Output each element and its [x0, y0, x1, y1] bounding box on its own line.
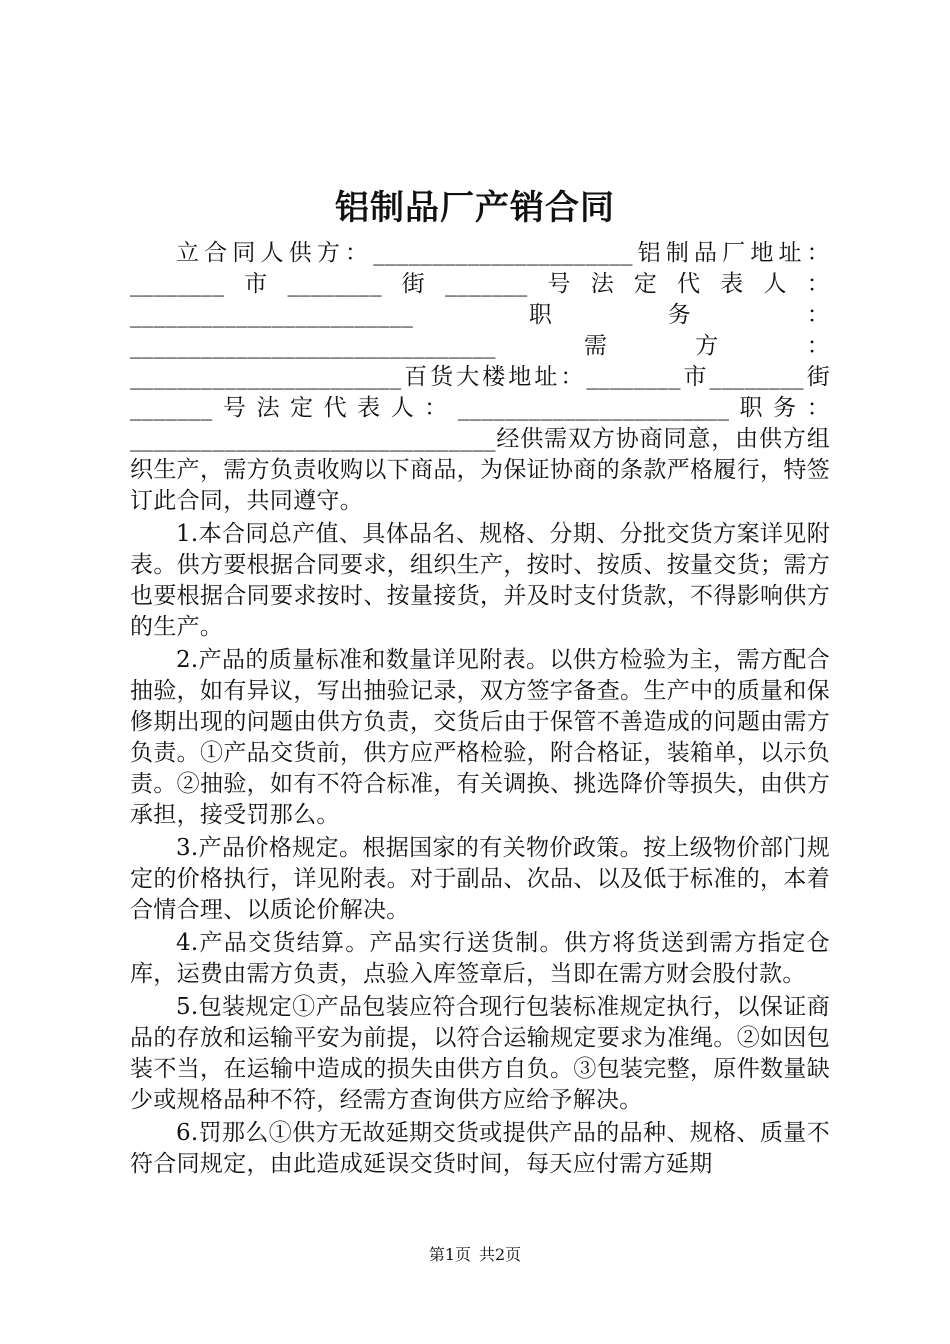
- paragraph-clause-2: 2.产品的质量标准和数量详见附表。以供方检验为主，需方配合抽验，如有异议，写出抽验记录，双方签字备查。生产中的质量和保修期出现的问题由供方负责，交货后由于保管不善造成的问题由需方负责。①产品交货前，供方应严格检验，附合格证，装箱单，以示负责。②抽验，如有不符合标准，有关调换、挑选降价等损失，由供方承担，接受罚那么。: [130, 647, 830, 828]
- page-footer: [0, 1242, 950, 1265]
- paragraph-clause-3: 3.产品价格规定。根据国家的有关物价政策。按上级物价部门规定的价格执行，详见附表。对于副品、次品、以及低于标准的，本着合情合理、以质论价解决。: [130, 835, 830, 923]
- paragraph-intro: 立合同人供方：______________________铝制品厂地址：________市________街_______号法定代表人：________________________职务：_______________________________需方：_______________________百货大楼地址：________市________街_______号法定代表人：_______________________职务：_______________________________经供需双方协商同意，由供方组织生产，需方负责收购以下商品，为保证协商的条款严格履行，特签订此合同，共同遵守。: [130, 240, 830, 514]
- page-number-total: 共2页: [479, 1245, 522, 1264]
- paragraph-clause-6: 6.罚那么①供方无故延期交货或提供产品的品种、规格、质量不符合同规定，由此造成延误交货时间，每天应付需方延期: [130, 1120, 830, 1177]
- page-number-current: 第1页: [428, 1245, 471, 1264]
- paragraph-clause-1: 1.本合同总产值、具体品名、规格、分期、分批交货方案详见附表。供方要根据合同要求，组织生产，按时、按质、按量交货；需方也要根据合同要求按时、按量接货，并及时支付货款，不得影响供方的生产。: [130, 521, 830, 640]
- paragraph-clause-4: 4.产品交货结算。产品实行送货制。供方将货送到需方指定仓库，运费由需方负责，点验入库签章后，当即在需方财会股付款。: [130, 930, 830, 987]
- document-title: 铝制品厂产销合同: [335, 188, 615, 228]
- document-body: [130, 238, 830, 1180]
- paragraph-clause-5: 5.包装规定①产品包装应符合现行包装标准规定执行，以保证商品的存放和运输平安为前提，以符合运输规定要求为准绳。②如因包装不当，在运输中造成的损失由供方自负。③包装完整，原件数量缺少或规格品种不符，经需方查询供方应给予解决。: [130, 994, 830, 1113]
